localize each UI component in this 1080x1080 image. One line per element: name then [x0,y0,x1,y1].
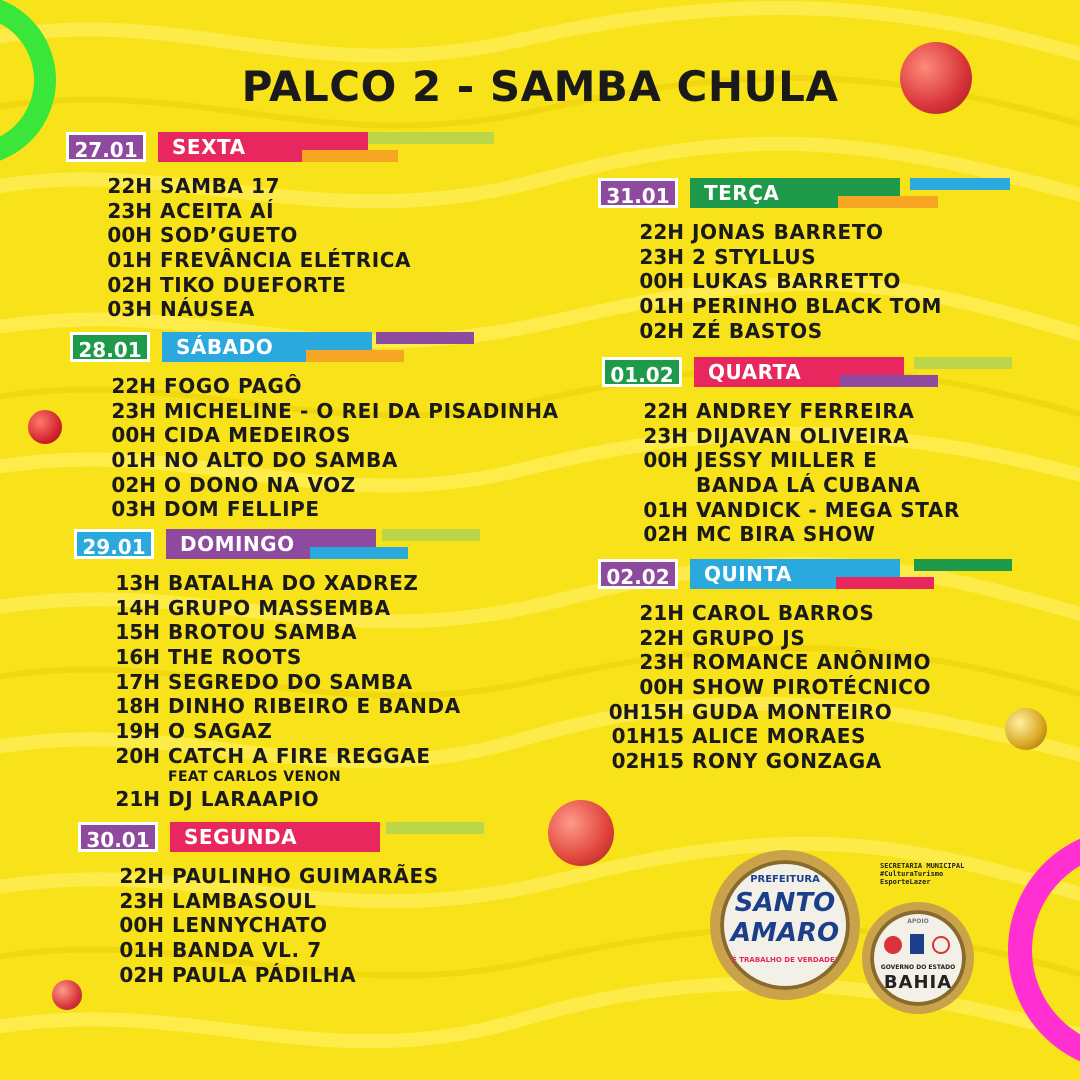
artist: ZÉ BASTOS [692,318,823,343]
day-header [74,529,461,563]
time: 22H [111,374,156,398]
time: 23H [639,244,684,269]
day-label: DOMINGO [166,529,376,559]
schedule-row [66,273,411,298]
artist: THE ROOTS [168,645,302,670]
artist: FREVÂNCIA ELÉTRICA [160,248,412,273]
time: 22H [119,864,164,888]
schedule-list [598,601,931,774]
artist: BATALHA DO XADREZ [168,571,419,595]
day-header [602,357,960,391]
time: 17H [115,669,160,694]
artist: FOGO PAGÔ [164,374,303,398]
schedule-row [598,220,942,245]
artist: DJ LARAAPIO [168,786,320,811]
day-block-quarta [602,357,960,547]
time: 0H15H [608,699,684,724]
day-header [598,178,942,212]
schedule-row [598,650,931,675]
artist: PERINHO BLACK TOM [692,294,942,319]
schedule-row [74,645,461,670]
artist: BANDA VL. 7 [172,938,322,963]
decorative-stripe [386,822,484,834]
prefeitura-logo [710,850,860,1000]
city-name-line2: AMARO [730,918,840,948]
day-label: SEXTA [158,132,368,162]
time: 03H [111,497,156,522]
time: 23H [643,423,688,448]
schedule-list [602,399,960,547]
page-title: PALCO 2 - SAMBA CHULA [241,62,839,111]
artist: DINHO RIBEIRO E BANDA [168,694,461,719]
time: 01H [639,294,684,319]
schedule-row [78,938,439,963]
day-label: TERÇA [690,178,900,208]
artist: SEGREDO DO SAMBA [168,669,413,694]
time: 02H [119,962,164,987]
schedule-row [66,223,411,248]
date-badge: 27.01 [66,132,146,162]
time: 15H [115,620,160,645]
schedule-row [598,724,931,749]
artist: BROTOU SAMBA [168,620,358,645]
artist: JESSY MILLER E [696,448,878,473]
day-header [70,332,559,366]
time: 02H [639,318,684,343]
artist: MICHELINE - O REI DA PISADINHA [164,398,559,423]
artist: JONAS BARRETO [692,220,884,244]
decorative-stripe [840,375,938,387]
time: 22H [639,625,684,650]
schedule-row-continuation [74,769,461,787]
day-header [598,559,931,593]
artist-feat: FEAT CARLOS VENON [168,768,342,785]
schedule-row [70,448,559,473]
governo-label: GOVERNO DO ESTADO [880,964,956,971]
day-header [66,132,411,166]
schedule-row [70,399,559,424]
artist: O SAGAZ [168,719,273,744]
time: 22H [639,220,684,244]
schedule-row [74,670,461,695]
artist: ALICE MORAES [692,724,867,749]
time: 00H [639,675,684,700]
artist: SHOW PIROTÉCNICO [692,675,932,700]
secretaria-text: SECRETARIA MUNICIPAL [880,862,965,870]
schedule-row [66,297,411,322]
schedule-row [602,424,960,449]
schedule-row [78,963,439,988]
schedule-row [598,700,931,725]
schedule-row [602,522,960,547]
decorative-stripe [910,178,1010,190]
date-badge: 02.02 [598,559,678,589]
artist: SAMBA 17 [160,174,281,198]
schedule-row [74,744,461,769]
time: 02H [111,472,156,497]
schedule-row-continuation [602,473,960,498]
decorative-stripe [376,332,474,344]
schedule-row [78,913,439,938]
decorative-ball [548,800,614,866]
schedule-list [66,174,411,322]
schedule-row [74,694,461,719]
schedule-row [66,174,411,199]
decorative-stripe [836,577,934,589]
apoio-label: APOIO [907,918,929,925]
date-badge: 30.01 [78,822,158,852]
time: 00H [107,223,152,248]
hashtag-text-2: EsporteLazer [880,878,931,887]
bahia-label: BAHIA [883,972,953,993]
schedule-row [598,269,942,294]
artist: ACEITA AÍ [160,198,275,223]
time: 02H [643,522,688,547]
artist: CAROL BARROS [692,601,875,625]
decorative-stripe [310,547,408,559]
time: 02H15 [611,749,684,774]
time: 03H [107,297,152,322]
schedule-row [598,245,942,270]
schedule-list [598,220,942,343]
day-label: SEGUNDA [170,822,380,852]
date-badge: 31.01 [598,178,678,208]
artist: BANDA LÁ CUBANA [696,473,921,498]
decorative-stripe [914,559,1012,571]
schedule-row [70,423,559,448]
hashtag-text: #CulturaTurismo [880,870,944,879]
prefeitura-label: PREFEITURA [750,874,820,885]
schedule-row [74,596,461,621]
decorative-gem [1005,708,1047,750]
decorative-stripe [302,150,398,162]
time: 20H [115,743,160,768]
time: 18H [115,694,160,719]
day-block-segunda [78,822,439,987]
decorative-stripe [306,350,404,362]
schedule-row [74,571,461,596]
time: 01H15 [611,724,684,749]
decorative-stripe [838,196,938,208]
time: 23H [111,398,156,423]
schedule-row [602,498,960,523]
time: 23H [107,198,152,223]
city-name-line1: SANTO [734,888,836,918]
time: 19H [115,719,160,744]
time: 21H [639,601,684,625]
schedule-row [70,497,559,522]
time: 22H [107,174,152,198]
time: 01H [643,497,688,522]
time: 00H [639,269,684,294]
time: 23H [639,650,684,675]
schedule-row [78,864,439,889]
day-block-domingo [74,529,461,811]
time: 16H [115,645,160,670]
day-label: QUARTA [694,357,904,387]
artist: MC BIRA SHOW [696,522,876,547]
artist: TIKO DUEFORTE [160,272,347,297]
schedule-row [598,749,931,774]
schedule-row [598,294,942,319]
secretaria-label [880,862,970,886]
artist: GRUPO JS [692,625,806,650]
artist: DOM FELLIPE [164,497,320,522]
decorative-stripe [382,529,480,541]
schedule-row [74,787,461,812]
artist: NÁUSEA [160,297,255,322]
schedule-row [66,248,411,273]
time: 01H [119,938,164,963]
date-badge: 29.01 [74,529,154,559]
artist: RONY GONZAGA [692,749,882,774]
day-block-sabado [70,332,559,522]
artist: CIDA MEDEIROS [164,423,352,448]
decorative-stripe [368,132,494,144]
time: 22H [643,399,688,423]
artist: GUDA MONTEIRO [692,699,893,724]
date-badge: 01.02 [602,357,682,387]
schedule-row [70,374,559,399]
schedule-row [598,601,931,626]
schedule-row [74,719,461,744]
schedule-list [78,864,439,987]
time: 23H [119,888,164,913]
schedule-row [602,399,960,424]
artist: ANDREY FERREIRA [696,399,915,423]
schedule-row [66,199,411,224]
decorative-gem [28,410,62,444]
emblem-icon-2 [932,936,950,954]
time: 02H [107,272,152,297]
slogan: É TRABALHO DE VERDADE! [732,956,838,964]
time: 01H [107,248,152,273]
sponsor-logos [690,820,1030,1060]
crest-icon [910,934,924,954]
artist: LAMBASOUL [172,888,317,913]
schedule-row [598,626,931,651]
day-block-quinta [598,559,931,774]
time: 00H [643,448,688,473]
day-header [78,822,439,856]
artist: LUKAS BARRETTO [692,269,901,294]
time: 00H [111,423,156,448]
artist: ROMANCE ANÔNIMO [692,650,932,675]
day-label: SÁBADO [162,332,372,362]
time: 01H [111,448,156,473]
schedule-row [78,889,439,914]
emblem-icon [884,936,902,954]
day-label: QUINTA [690,559,900,589]
time: 00H [119,913,164,938]
time: 13H [115,571,160,595]
date-badge: 28.01 [70,332,150,362]
schedule-row [70,473,559,498]
artist: CATCH A FIRE REGGAE [168,743,431,768]
schedule-row [598,675,931,700]
time: 14H [115,595,160,620]
artist: PAULA PÁDILHA [172,962,357,987]
artist: GRUPO MASSEMBA [168,595,391,620]
artist: 2 STYLLUS [692,244,817,269]
artist: DIJAVAN OLIVEIRA [696,423,910,448]
day-block-sexta [66,132,411,322]
decorative-stripe [914,357,1012,369]
artist: LENNYCHATO [172,913,328,938]
artist: O DONO NA VOZ [164,472,356,497]
time: 21H [115,786,160,811]
schedule-row [74,620,461,645]
schedule-list [74,571,461,811]
artist: PAULINHO GUIMARÃES [172,864,439,888]
artist: SOD’GUETO [160,223,298,248]
artist: VANDICK - MEGA STAR [696,497,960,522]
schedule-row [602,448,960,473]
schedule-list [70,374,559,522]
schedule-row [598,319,942,344]
day-block-terca [598,178,942,343]
artist: NO ALTO DO SAMBA [164,448,398,473]
governo-bahia-logo [862,902,974,1014]
